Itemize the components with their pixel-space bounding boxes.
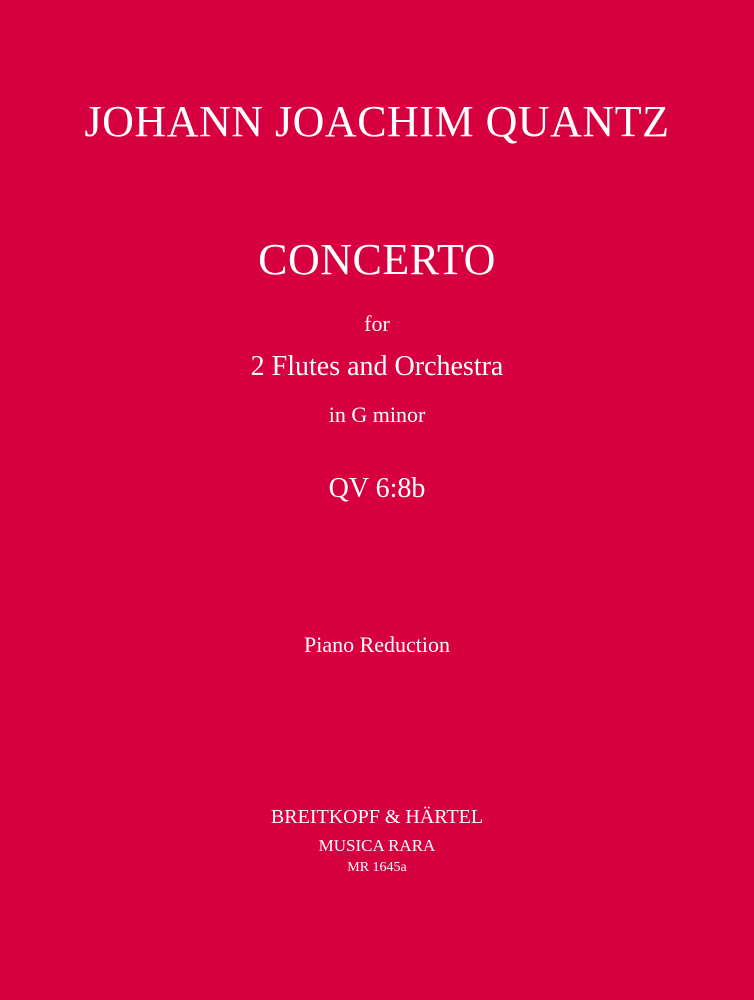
instrumentation: 2 Flutes and Orchestra bbox=[250, 351, 504, 382]
catalog-designation: QV 6:8b bbox=[328, 473, 426, 504]
key-signature: in G minor bbox=[328, 402, 426, 427]
for-label: for bbox=[364, 311, 390, 336]
publisher-name: BREITKOPF & HÄRTEL bbox=[270, 806, 484, 828]
publisher-imprint: MUSICA RARA bbox=[318, 836, 436, 855]
catalog-number: MR 1645a bbox=[347, 860, 407, 875]
composer-name: JOHANN JOACHIM QUANTZ bbox=[84, 97, 670, 146]
edition-type: Piano Reduction bbox=[303, 632, 451, 657]
work-title: CONCERTO bbox=[258, 235, 496, 284]
